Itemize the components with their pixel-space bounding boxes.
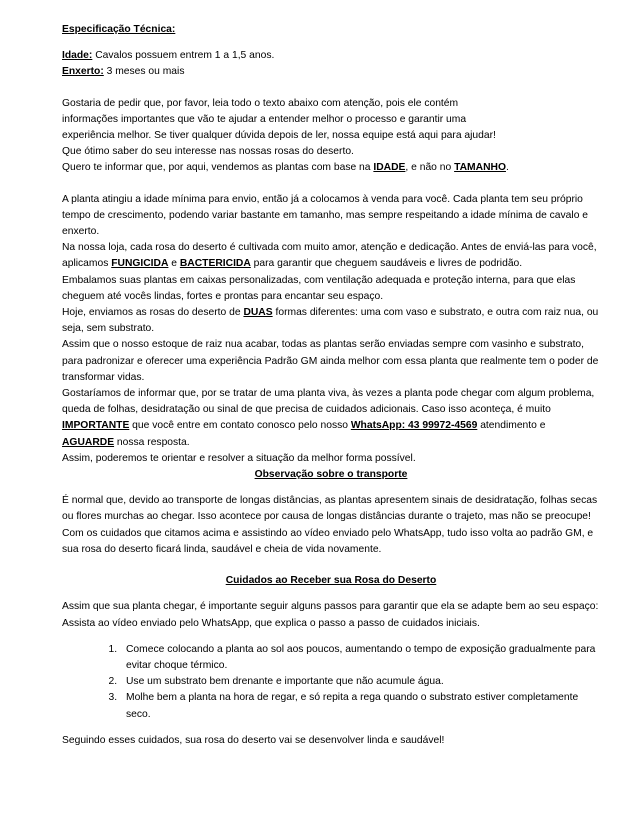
intro-paragraph [62, 96, 600, 161]
spec-line-idade [62, 48, 600, 64]
care-heading: Cuidados ao Receber sua Rosa do Deserto [225, 575, 437, 587]
fungicida-before: Na nossa loja, cada rosa do deserto é cultivada com muito amor, atenção e dedicação. Antes de enviá-las para você, aplicamos [62, 242, 597, 270]
list-item [120, 674, 600, 690]
fungicida-middle: e [168, 258, 180, 270]
idade-notice-middle: , e não no [405, 162, 455, 174]
spacer [62, 589, 600, 599]
body-paragraph-planta: A planta atingiu a idade mínima para envio, então já a colocamos à venda para você. Cada planta tem seu próprio tempo de crescimento, podendo variar bastante em tamanho, mas sempre respeitando a idade mínima de cavalo e enxerto. [62, 193, 589, 238]
idade-notice-after: . [505, 162, 509, 174]
spec-label-idade: Idade: [62, 50, 93, 62]
closing-paragraph: Seguindo esses cuidados, sua rosa do deserto vai se desenvolver linda e saudável! [62, 734, 445, 746]
importante-after: nossa resposta. [114, 436, 190, 448]
estoque-paragraph: Assim que o nosso estoque de raiz nua acabar, todas as plantas serão enviadas sempre com vasinho e substrato, para padronizar e oferecer uma experiência Padrão GM ainda melhor com essa planta que realmente tem o poder de transformar vidas. [62, 339, 599, 383]
idade-keyword: IDADE [373, 162, 406, 174]
importante-middle-2: atendimento e [477, 420, 546, 432]
care-steps-list [62, 642, 600, 723]
orientar-paragraph: Assim, poderemos te orientar e resolver a situação da melhor forma possível. [62, 452, 416, 464]
spec-line-enxerto [62, 64, 600, 80]
whatsapp-number: WhatsApp: 43 99972-4569 [350, 420, 478, 432]
spacer [62, 38, 600, 48]
importante-paragraph [62, 386, 600, 451]
intro-line-2: informações importantes que vão te ajudar a entender melhor o processo e garantir uma [62, 113, 467, 125]
list-item [120, 690, 600, 722]
fungicida-keyword: FUNGICIDA [111, 258, 169, 270]
duas-before: Hoje, enviamos as rosas do deserto de [62, 307, 244, 319]
duas-keyword: DUAS [243, 307, 273, 319]
intro-line-1: Gostaria de pedir que, por favor, leia todo o texto abaixo com atenção, pois ele contém [62, 97, 459, 109]
idade-notice-paragraph [62, 160, 600, 176]
care-step-1: Comece colocando a planta ao sol aos poucos, aumentando o tempo de exposição gradualmente para evitar choque térmico. [126, 643, 596, 671]
importante-keyword: IMPORTANTE [62, 420, 130, 432]
spacer [62, 177, 600, 192]
tamanho-keyword: TAMANHO [454, 162, 506, 174]
spacer [62, 558, 600, 573]
duas-formas-paragraph [62, 305, 600, 337]
care-intro-paragraph: Assim que sua planta chegar, é importante seguir alguns passos para garantir que ela se adapte bem ao seu espaço: Assista ao vídeo enviado pelo WhatsApp, que explica o passo a passo de cuidados iniciais. [62, 601, 599, 629]
spec-value-enxerto: 3 meses ou mais [103, 66, 185, 78]
importante-middle: que você entre em contato conosco pelo nosso [129, 420, 351, 432]
spacer [62, 723, 600, 733]
list-item [120, 642, 600, 674]
bactericida-keyword: BACTERICIDA [179, 258, 251, 270]
fungicida-after: para garantir que cheguem saudáveis e livres de podridão. [250, 258, 523, 270]
intro-line-3: experiência melhor. Se tiver qualquer dúvida depois de ler, nossa equipe está aqui para ajudar! [62, 130, 496, 142]
fungicida-paragraph [62, 240, 600, 272]
idade-notice-before: Quero te informar que, por aqui, vendemos as plantas com base na [62, 162, 374, 174]
intro-line-4: Que ótimo saber do seu interesse nas nossas rosas do deserto. [62, 146, 354, 158]
transport-paragraph: É normal que, devido ao transporte de longas distâncias, as plantas apresentem sinais de desidratação, folhas secas ou flores murchas ao chegar. Isso acontece por causa de longas distâncias durante o trajeto, mas não se preocupe! Com os cuidados que citamos acima e assistindo ao vídeo enviado pelo WhatsApp, tudo isso volta ao padrão GM, e sua rosa do deserto ficará linda, saudável e cheia de vida novamente. [62, 495, 598, 555]
aguarde-keyword: AGUARDE [62, 436, 115, 448]
page-title: Especificação Técnica: [62, 24, 176, 35]
spec-label-enxerto: Enxerto: [62, 66, 104, 78]
spacer [62, 483, 600, 493]
spacer [62, 632, 600, 642]
embalagem-paragraph: Embalamos suas plantas em caixas personalizadas, com ventilação adequada e proteção interna, para que elas cheguem até vocês lindas, fortes e prontas para encantar seu espaço. [62, 274, 576, 302]
importante-before: Gostaríamos de informar que, por se tratar de uma planta viva, às vezes a planta pode chegar com algum problema, queda de folhas, desidratação ou sinal de que precisa de cuidados adicionais. Caso isso aconteça, é muito [62, 388, 595, 416]
duas-after: formas diferentes: uma com vaso e substrato, e outra com raiz nua, ou seja, sem substrato. [62, 307, 599, 335]
spec-value-idade: Cavalos possuem entrem 1 a 1,5 anos. [92, 50, 275, 62]
care-step-2: Use um substrato bem drenante e importante que não acumule água. [126, 676, 444, 688]
spacer [62, 81, 600, 96]
care-step-3: Molhe bem a planta na hora de regar, e só repita a rega quando o substrato estiver completamente seco. [126, 692, 579, 720]
transport-heading: Observação sobre o transporte [254, 469, 408, 481]
